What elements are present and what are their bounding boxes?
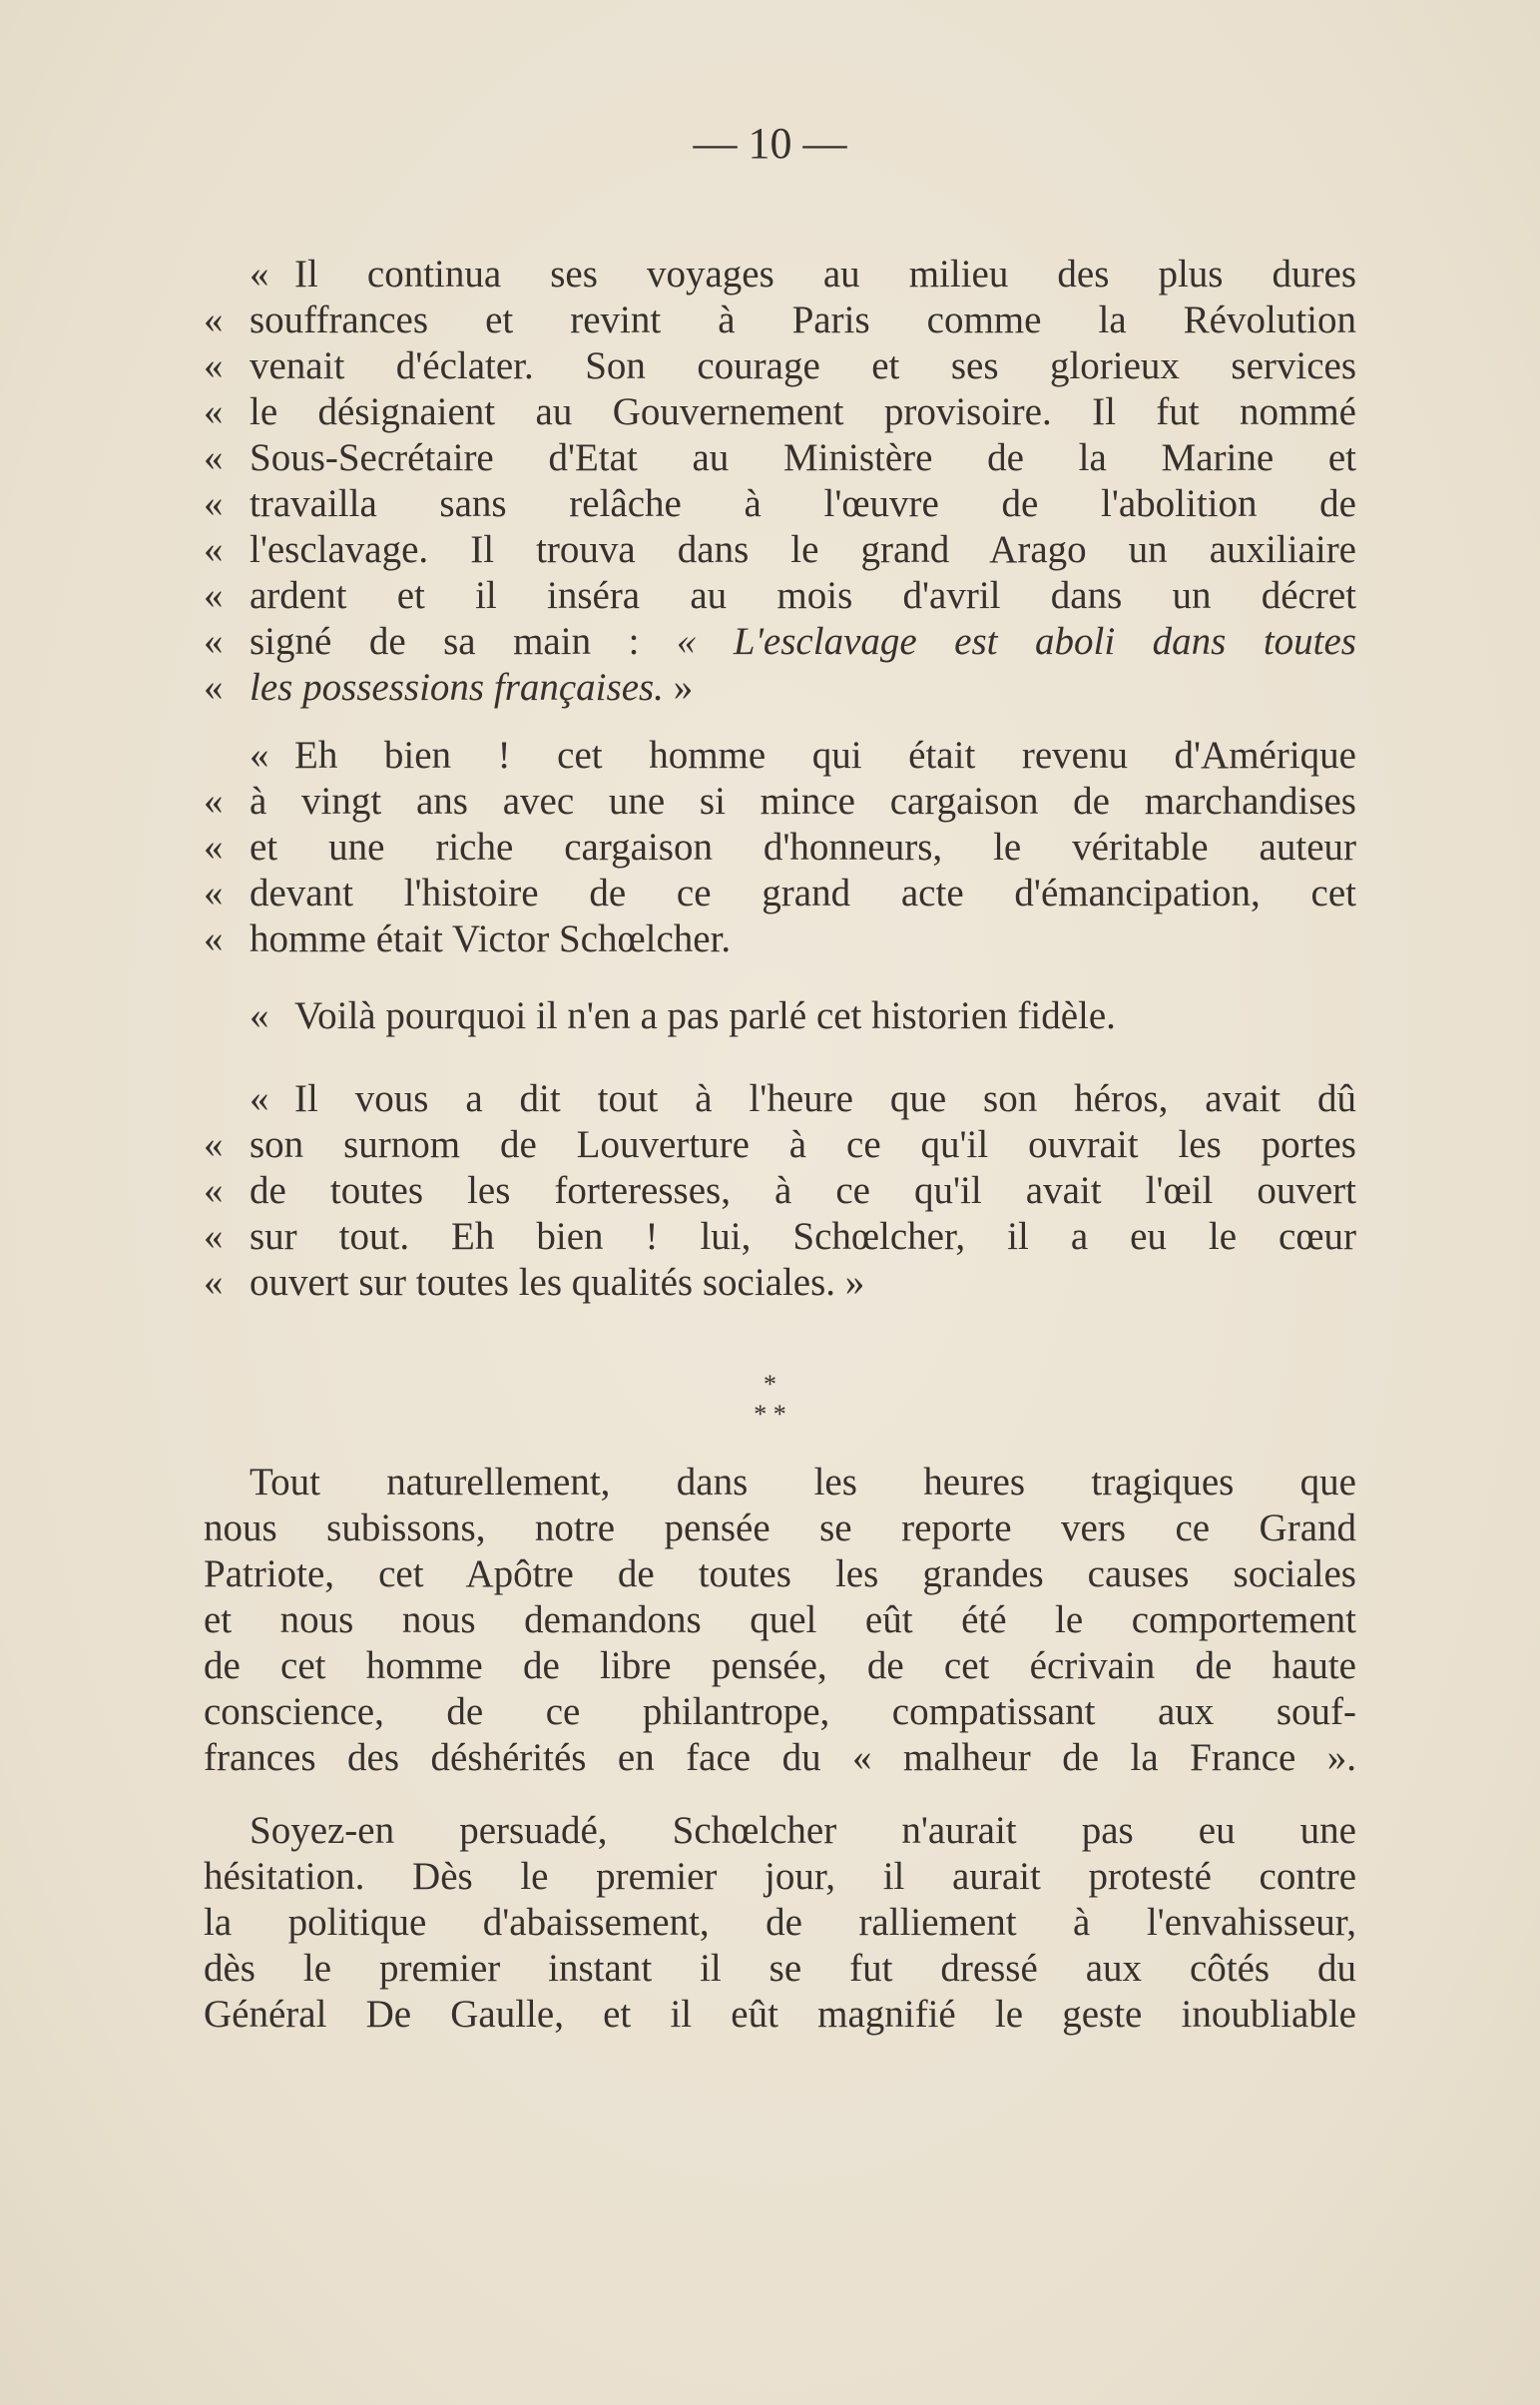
text-line — [204, 1597, 1356, 1643]
text-line — [204, 252, 1356, 298]
quote-mark: « — [250, 1077, 269, 1120]
text-line — [204, 481, 1356, 527]
text-line — [204, 1689, 1356, 1735]
italic-quote-text: les possessions françaises. — [250, 666, 664, 709]
text-line — [204, 1168, 1356, 1214]
quote-mark: « — [204, 917, 224, 960]
text-line — [204, 1122, 1356, 1168]
quote-mark: « — [250, 734, 269, 777]
page-number: — 10 — — [693, 119, 847, 168]
line-text: souffrances et revint à Paris comme la Révolution — [250, 299, 1356, 341]
italic-quote-text: « L'esclavage est aboli dans toutes — [676, 620, 1356, 663]
text-line — [204, 619, 1356, 665]
line-text: l'esclavage. Il trouva dans le grand Arago un auxiliaire — [250, 528, 1356, 571]
line-text: Patriote, cet Apôtre de toutes les grandes causes sociales — [204, 1552, 1356, 1595]
quote-mark: « — [204, 826, 224, 869]
line-text: Eh bien ! cet homme qui était revenu d'Amérique — [294, 734, 1356, 777]
quoted-paragraph-louverture — [204, 1076, 1356, 1306]
text-line — [204, 1735, 1356, 1781]
text-line — [204, 389, 1356, 435]
text-line — [204, 1900, 1356, 1946]
text-line — [204, 993, 1356, 1039]
text-line — [204, 573, 1356, 619]
quote-mark: « — [204, 1123, 224, 1166]
quote-mark: « — [204, 390, 224, 433]
quote-mark: « — [204, 1261, 224, 1304]
paragraph-soyez-en-persuade — [204, 1808, 1356, 2038]
text-line — [204, 779, 1356, 825]
text-line — [204, 1505, 1356, 1551]
text-line — [204, 1551, 1356, 1597]
quote-mark: « — [204, 620, 224, 663]
line-text: et nous nous demandons quel eût été le comportement — [204, 1598, 1356, 1641]
line-text: Il continua ses voyages au milieu des plus dures — [294, 253, 1356, 296]
separator-star-top: * — [764, 1370, 776, 1399]
text-line — [204, 1992, 1356, 2038]
quote-mark: « — [204, 780, 224, 823]
quote-mark: « — [204, 1169, 224, 1212]
quote-mark: « — [204, 574, 224, 617]
line-text: de toutes les forteresses, à ce qu'il avait l'œil ouvert — [250, 1169, 1356, 1212]
quote-mark: « — [204, 482, 224, 525]
line-text: son surnom de Louverture à ce qu'il ouvrait les portes — [250, 1123, 1356, 1166]
quote-mark: « — [204, 528, 224, 571]
separator-stars-bottom: * * — [754, 1400, 786, 1429]
quote-mark: « — [250, 994, 269, 1037]
text-line — [204, 435, 1356, 481]
text-line — [204, 871, 1356, 916]
quote-mark: « — [204, 1215, 224, 1258]
line-text: conscience, de ce philantrope, compatissant aux souf- — [204, 1690, 1356, 1733]
line-text: de cet homme de libre pensée, de cet écrivain de haute — [204, 1644, 1356, 1687]
text-line — [204, 1854, 1356, 1900]
line-text: la politique d'abaissement, de ralliement à l'envahisseur, — [204, 1901, 1356, 1944]
line-text: Tout naturellement, dans les heures tragiques que — [250, 1461, 1356, 1503]
line-text: Il vous a dit tout à l'heure que son héros, avait dû — [294, 1077, 1356, 1120]
text-line — [204, 1460, 1356, 1505]
line-text: à vingt ans avec une si mince cargaison de marchandises — [250, 780, 1356, 823]
line-text: les possessions françaises. » — [250, 666, 694, 709]
line-text: homme était Victor Schœlcher. — [250, 917, 732, 960]
quoted-paragraph-eh-bien — [204, 733, 1356, 962]
line-text: et une riche cargaison d'honneurs, le véritable auteur — [250, 826, 1356, 869]
line-text: devant l'histoire de ce grand acte d'émancipation, cet — [250, 872, 1356, 914]
text-line — [204, 1946, 1356, 1992]
quote-mark: « — [204, 872, 224, 914]
line-text: sur tout. Eh bien ! lui, Schœlcher, il a eu le cœur — [250, 1215, 1356, 1258]
quoted-paragraph-abolition — [204, 252, 1356, 711]
line-text: frances des déshérités en face du « malheur de la France ». — [204, 1736, 1356, 1779]
line-text: Sous-Secrétaire d'Etat au Ministère de la Marine et — [250, 436, 1356, 479]
line-text: venait d'éclater. Son courage et ses glorieux services — [250, 344, 1356, 387]
text-line — [204, 733, 1356, 779]
line-text: nous subissons, notre pensée se reporte vers ce Grand — [204, 1506, 1356, 1549]
line-text: ouvert sur toutes les qualités sociales. » — [250, 1261, 865, 1304]
text-line — [204, 665, 1356, 711]
quote-mark: « — [204, 436, 224, 479]
quote-mark: « — [204, 666, 224, 709]
text-line — [204, 825, 1356, 871]
text-line — [204, 527, 1356, 573]
text-line — [204, 916, 1356, 962]
text-line — [204, 1260, 1356, 1306]
text-line — [204, 1643, 1356, 1689]
line-text: Soyez-en persuadé, Schœlcher n'aurait pas eu une — [250, 1809, 1356, 1852]
quote-mark: « — [250, 253, 269, 296]
quoted-paragraph-voila — [204, 993, 1356, 1039]
text-line — [204, 1076, 1356, 1122]
line-text: le désignaient au Gouvernement provisoire. Il fut nommé — [250, 390, 1356, 433]
text-line — [204, 298, 1356, 343]
line-text: Voilà pourquoi il n'en a pas parlé cet historien fidèle. — [294, 994, 1116, 1037]
line-text: travailla sans relâche à l'œuvre de l'abolition de — [250, 482, 1356, 525]
line-text: dès le premier instant il se fut dressé aux côtés du — [204, 1947, 1356, 1990]
text-line — [204, 1808, 1356, 1854]
quote-mark: « — [204, 299, 224, 341]
line-text: hésitation. Dès le premier jour, il aurait protesté contre — [204, 1855, 1356, 1898]
text-line — [204, 343, 1356, 389]
line-text: ardent et il inséra au mois d'avril dans un décret — [250, 574, 1356, 617]
quote-mark: « — [204, 344, 224, 387]
text-line — [204, 1214, 1356, 1260]
line-text: signé de sa main : « L'esclavage est aboli dans toutes — [250, 620, 1356, 663]
paragraph-tout-naturellement — [204, 1460, 1356, 1781]
line-text: Général De Gaulle, et il eût magnifié le geste inoubliable — [204, 1993, 1356, 2036]
